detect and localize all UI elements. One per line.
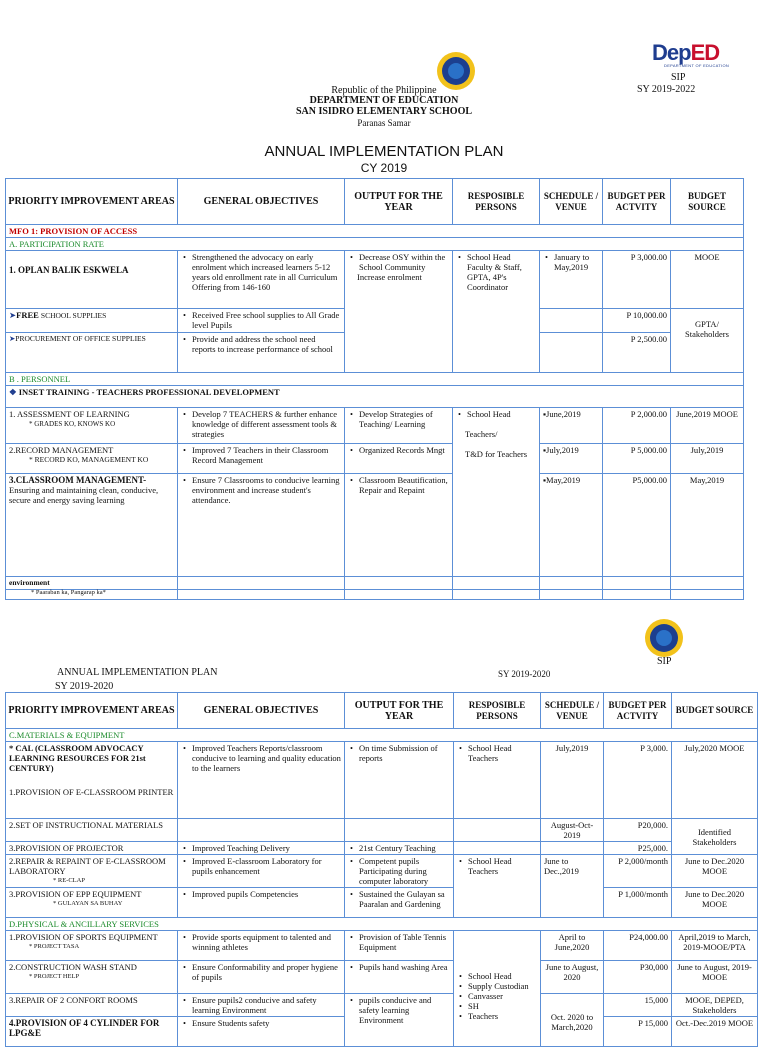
row-record-schedule: ▪July,2019 bbox=[540, 444, 603, 474]
row-record-sub: * RECORD KO, MANAGEMENT KO bbox=[29, 455, 149, 464]
row-cr-source: MOOE, DEPED, Stakeholders bbox=[672, 994, 758, 1017]
row-assess-area-text: 1. ASSESSMENT OF LEARNING bbox=[9, 409, 130, 419]
row-free-schedule bbox=[540, 309, 603, 333]
deped-logo-ed: ED bbox=[690, 40, 720, 65]
row-classroom-schedule: ▪May,2019 bbox=[540, 474, 603, 590]
row-cal-source: July,2020 MOOE bbox=[672, 742, 758, 819]
row-procure-budget: P 2,500.00 bbox=[603, 333, 671, 373]
row-wash-budget: P30,000 bbox=[604, 961, 672, 994]
row-classroom-output-text: • Classroom Beautification, Repair and Repaint bbox=[357, 475, 449, 495]
sip-label-page2: SIP bbox=[657, 656, 672, 667]
row-projector-objective bbox=[178, 842, 345, 855]
row-assess-person-3: T&D for Teachers bbox=[465, 449, 528, 459]
row-phys-persons bbox=[454, 931, 541, 1047]
row-wash-objective bbox=[178, 961, 345, 994]
row-sports-area-text: 1.PROVISION OF SPORTS EQUIPMENT bbox=[9, 932, 158, 942]
row-epp-objective bbox=[178, 888, 345, 918]
row-cal-area bbox=[6, 742, 178, 819]
row-record-objective bbox=[178, 444, 345, 474]
row-projector-persons bbox=[454, 842, 541, 855]
row-classroom-objective bbox=[178, 474, 345, 590]
row-classroom-area-title: 3.CLASSROOM MANAGEMENT- bbox=[9, 475, 147, 485]
row-procure-area-text: PROCUREMENT OF OFFICE SUPPLIES bbox=[15, 334, 146, 343]
row-oplan-objective bbox=[178, 251, 345, 309]
row-epp-budget: P 1,000/month bbox=[604, 888, 672, 918]
col-output-p2: OUTPUT FOR THE YEAR bbox=[345, 693, 454, 729]
row-phys-person-5: • Teachers bbox=[466, 1011, 537, 1021]
row-sports-objective-text: • Provide sports equipment to talented and winning athletes bbox=[190, 932, 341, 952]
row-wash-schedule: June to August, 2020 bbox=[541, 961, 604, 994]
row-cal-persons bbox=[454, 742, 541, 819]
school-year-right-page2: SY 2019-2020 bbox=[498, 669, 551, 679]
row-eclap-objective bbox=[178, 855, 345, 888]
col-source-p2: BUDGET SOURCE bbox=[672, 693, 758, 729]
row-cal-budget: P 3,000. bbox=[604, 742, 672, 819]
col-schedule: SCHEDULE / VENUE bbox=[540, 179, 603, 225]
row-im-persons bbox=[454, 819, 541, 842]
row-procure-objective bbox=[178, 333, 345, 373]
row-free-area-b: FREE bbox=[16, 310, 39, 320]
row-wash-sub: * PROJECT HELP bbox=[29, 973, 80, 980]
row-sports-source: April,2019 to March, 2019-MOOE/PTA bbox=[672, 931, 758, 961]
sip-label: SIP bbox=[671, 72, 686, 83]
row-assess-objective-text: • Develop 7 TEACHERS & further enhance knowledge of different assessment tools & strategies bbox=[190, 409, 341, 439]
overflow-cell-2 bbox=[178, 577, 345, 600]
row-phys-person-1: • School Head bbox=[466, 971, 537, 981]
overflow-cell-4 bbox=[453, 577, 540, 600]
section-d: D.PHYSICAL & ANCILLARY SERVICES bbox=[6, 918, 758, 931]
row-eclap-persons-text: • School Head Teachers bbox=[466, 856, 537, 876]
deped-logo-dep: Dep bbox=[652, 40, 691, 65]
row-assess-schedule: ▪June,2019 bbox=[540, 408, 603, 444]
row-procure-area bbox=[6, 333, 178, 373]
row-oplan-schedule bbox=[540, 251, 603, 309]
overflow-area-text: environment bbox=[9, 578, 50, 587]
row-classroom-source: May,2019 bbox=[671, 474, 744, 590]
row-cal-area-text: * CAL (CLASSROOM ADVOCACY LEARNING RESOURCES FOR 21st CENTURY) bbox=[9, 743, 146, 773]
col-priority-areas: PRIORITY IMPROVEMENT AREAS bbox=[6, 179, 178, 225]
row-eclap-output bbox=[345, 855, 454, 888]
plan-title-page2: ANNUAL IMPLEMENTATION PLAN bbox=[57, 667, 218, 678]
row-oplan-output bbox=[345, 251, 453, 373]
row-cr-output bbox=[345, 994, 454, 1047]
row-assess-output bbox=[345, 408, 453, 444]
overflow-cell-6 bbox=[603, 577, 671, 600]
row-oplan-budget: P 3,000.00 bbox=[603, 251, 671, 309]
row-cr-area: 3.REPAIR OF 2 CONFORT ROOMS bbox=[6, 994, 178, 1017]
row-record-budget: P 5,000.00 bbox=[603, 444, 671, 474]
overflow-cell-3 bbox=[345, 577, 453, 600]
row-sports-area bbox=[6, 931, 178, 961]
row-assess-source: June,2019 MOOE bbox=[671, 408, 744, 444]
row-classroom-objective-text: • Ensure 7 Classrooms to conducive learning environment and increase student's attendance. bbox=[190, 475, 341, 505]
aip-overflow-row bbox=[5, 576, 744, 600]
row-record-schedule-text: July,2019 bbox=[546, 445, 579, 455]
row-assess-person-1: • School Head bbox=[465, 409, 536, 419]
row-epp-objective-text: • Improved pupils Competencies bbox=[190, 889, 341, 899]
row-classroom-budget: P5,000.00 bbox=[603, 474, 671, 590]
row-sports-budget: P24,000.00 bbox=[604, 931, 672, 961]
row-cr-objective bbox=[178, 994, 345, 1017]
row-free-budget: P 10,000.00 bbox=[603, 309, 671, 333]
row-assess-objective bbox=[178, 408, 345, 444]
row-projector-output bbox=[345, 842, 454, 855]
row-oplan-output-1: • Decrease OSY within the School Community bbox=[357, 252, 449, 272]
row-sports-schedule: April to June,2020 bbox=[541, 931, 604, 961]
row-cal-output-text: • On time Submission of reports bbox=[357, 743, 450, 763]
row-assess-area bbox=[6, 408, 178, 444]
row-wash-output-text: • Pupils hand washing Area bbox=[357, 962, 450, 972]
school-name: SAN ISIDRO ELEMENTARY SCHOOL bbox=[295, 106, 473, 117]
plan-title: ANNUAL IMPLEMENTATION PLAN bbox=[264, 143, 504, 160]
plan-year: CY 2019 bbox=[360, 161, 408, 175]
row-classroom-output bbox=[345, 474, 453, 590]
row-sports-output-text: • Provision of Table Tennis Equipment bbox=[357, 932, 450, 952]
row-epp-sub: * GULAYAN SA BUHAY bbox=[53, 900, 123, 907]
col-output: OUTPUT FOR THE YEAR bbox=[345, 179, 453, 225]
row-record-area bbox=[6, 444, 178, 474]
col-budget-p2: BUDGET PER ACTVITY bbox=[604, 693, 672, 729]
row-record-output bbox=[345, 444, 453, 474]
row-lpg-budget: P 15,000 bbox=[604, 1017, 672, 1047]
row-oplan-source: MOOE bbox=[671, 251, 744, 309]
overflow-area bbox=[6, 577, 178, 600]
row-assess-person-2: Teachers/ bbox=[465, 429, 498, 439]
col-priority-areas-p2: PRIORITY IMPROVEMENT AREAS bbox=[6, 693, 178, 729]
row-free-objective bbox=[178, 309, 345, 333]
row-eclap-area-text: 2.REPAIR & REPAINT OF E-CLASSROOM LABORATORY bbox=[9, 856, 166, 876]
row-lpg-source: Oct.-Dec.2019 MOOE bbox=[672, 1017, 758, 1047]
row-procure-objective-text: • Provide and address the school need reports to increase performance of school bbox=[190, 334, 341, 354]
mfo-row bbox=[6, 225, 744, 238]
row-sports-objective bbox=[178, 931, 345, 961]
row-im-objective bbox=[178, 819, 345, 842]
row-assess-budget: P 2,000.00 bbox=[603, 408, 671, 444]
section-a: A. PARTICIPATION RATE bbox=[6, 238, 744, 251]
row-projector-budget: P25,000. bbox=[604, 842, 672, 855]
row-assess-persons bbox=[453, 408, 540, 590]
row-assess-schedule-text: June,2019 bbox=[546, 409, 581, 419]
inset-row: ❖ INSET TRAINING - TEACHERS PROFESSIONAL DEVELOPMENT bbox=[6, 386, 744, 408]
row-wash-area bbox=[6, 961, 178, 994]
row-assess-output-text: • Develop Strategies of Teaching/ Learning bbox=[357, 409, 449, 429]
row-free-area bbox=[6, 309, 178, 333]
row-eclap-schedule: June to Dec.,2019 bbox=[541, 855, 604, 918]
section-c: C.MATERIALS & EQUIPMENT bbox=[6, 729, 758, 742]
row-eclap-area bbox=[6, 855, 178, 888]
row-record-objective-text: • Improved 7 Teachers in their Classroom Record Management bbox=[190, 445, 341, 465]
row-free-source: GPTA/ Stakeholders bbox=[671, 309, 744, 373]
inset-label: INSET TRAINING - TEACHERS PROFESSIONAL DEVELOPMENT bbox=[18, 387, 280, 397]
row-lpg-area: 4.PROVISION OF 4 CYLINDER FOR LPG&E bbox=[6, 1017, 178, 1047]
row-sports-output bbox=[345, 931, 454, 961]
row-wash-source: June to August, 2019-MOOE bbox=[672, 961, 758, 994]
row-cal-objective-text: • Improved Teachers Reports/classroom conducive to learning and quality education to the learners bbox=[190, 743, 341, 773]
section-b: B . PERSONNEL bbox=[6, 373, 744, 386]
row-eclap-budget: P 2,000/month bbox=[604, 855, 672, 888]
row-im-area: 2.SET OF INSTRUCTIONAL MATERIALS bbox=[6, 819, 178, 842]
col-persons-p2: RESPOSIBLE PERSONS bbox=[454, 693, 541, 729]
row-phys-person-4: • SH bbox=[466, 1001, 537, 1011]
row-oplan-schedule-text: • January to May,2019 bbox=[552, 252, 599, 272]
row-eclap-persons bbox=[454, 855, 541, 918]
school-location: Paranas Samar bbox=[357, 118, 411, 128]
row-im-source: Identified Stakeholders bbox=[672, 819, 758, 855]
row-im-budget: P20,000. bbox=[604, 819, 672, 842]
row-lpg-objective-text: • Ensure Students safety bbox=[190, 1018, 341, 1028]
row-eclap-sub: * RE-CLAP bbox=[53, 877, 85, 884]
row-wash-area-text: 2.CONSTRUCTION WASH STAND bbox=[9, 962, 137, 972]
overflow-motto: * Paaraban ka, Pangarap ka* bbox=[31, 589, 106, 596]
col-budget: BUDGET PER ACTVITY bbox=[603, 179, 671, 225]
row-printer-area: 1.PROVISION OF E-CLASSROOM PRINTER bbox=[9, 787, 174, 797]
row-classroom-area bbox=[6, 474, 178, 590]
row-assess-sub: * GRADES KO, KNOWS KO bbox=[29, 420, 116, 428]
col-schedule-p2: SCHEDULE / VENUE bbox=[541, 693, 604, 729]
row-im-output bbox=[345, 819, 454, 842]
row-im-schedule: August-Oct-2019 bbox=[541, 819, 604, 842]
overflow-cell-5 bbox=[540, 577, 603, 600]
row-oplan-area: 1. OPLAN BALIK ESKWELA bbox=[6, 251, 178, 309]
row-cal-persons-text: • School Head Teachers bbox=[466, 743, 537, 763]
row-oplan-output-2: Increase enrolment bbox=[357, 272, 422, 282]
department-label: DEPARTMENT OF EDUCATION bbox=[309, 95, 459, 106]
row-cr-schedule: Oct. 2020 to March,2020 bbox=[541, 994, 604, 1047]
deped-seal-icon-page2 bbox=[645, 619, 683, 657]
row-classroom-schedule-text: May,2019 bbox=[546, 475, 581, 485]
row-epp-area-text: 3.PROVISION OF EPP EQUIPMENT bbox=[9, 889, 142, 899]
row-eclap-objective-text: • Improved E-classroom Laboratory for pupils enhancement bbox=[190, 856, 341, 876]
row-cr-output-text: • pupils conducive and safety learning Environment bbox=[357, 995, 450, 1025]
row-procure-schedule bbox=[540, 333, 603, 373]
row-cal-schedule: July,2019 bbox=[541, 742, 604, 819]
col-persons: RESPOSIBLE PERSONS bbox=[453, 179, 540, 225]
row-projector-area: 3.PROVISION OF PROJECTOR bbox=[6, 842, 178, 855]
row-oplan-objective-text: • Strengthened the advocacy on early enrolment which increased learners 5-12 years old enrollment rate in all Curriculum Offering from 146-160 bbox=[190, 252, 341, 292]
row-record-area-text: 2.RECORD MANAGEMENT bbox=[9, 445, 114, 455]
row-epp-source: June to Dec.2020 MOOE bbox=[672, 888, 758, 918]
row-epp-output-text: • Sustained the Gulayan sa Paaralan and Gardening bbox=[357, 889, 450, 909]
col-general-objectives-p2: GENERAL OBJECTIVES bbox=[178, 693, 345, 729]
row-wash-output bbox=[345, 961, 454, 994]
aip-table-page1 bbox=[5, 178, 744, 590]
col-source: BUDGET SOURCE bbox=[671, 179, 744, 225]
col-general-objectives: GENERAL OBJECTIVES bbox=[178, 179, 345, 225]
row-sports-sub: * PROJECT TASA bbox=[29, 943, 80, 950]
row-free-area-text: SCHOOL SUPPLIES bbox=[40, 311, 107, 320]
row-projector-schedule bbox=[541, 842, 604, 855]
school-year: SY 2019-2022 bbox=[637, 84, 696, 95]
republic-label: Republic of the Philippine bbox=[331, 85, 437, 96]
school-year-left-page2: SY 2019-2020 bbox=[55, 681, 114, 692]
row-cal-objective bbox=[178, 742, 345, 819]
row-eclap-source: June to Dec.2020 MOOE bbox=[672, 855, 758, 888]
row-cr-objective-text: • Ensure pupils2 conducive and safety learning Environment bbox=[190, 995, 341, 1015]
row-wash-objective-text: • Ensure Conformability and proper hygiene of pupils bbox=[190, 962, 341, 982]
row-eclap-output-text: • Competent pupils Participating during computer laboratory bbox=[357, 856, 450, 886]
row-cal-output bbox=[345, 742, 454, 819]
mfo-label: MFO 1: PROVISION OF ACCESS bbox=[9, 226, 138, 236]
aip-table-page2 bbox=[5, 692, 758, 1047]
deped-logo-subtitle: DEPARTMENT OF EDUCATION bbox=[664, 63, 730, 68]
row-lpg-objective bbox=[178, 1017, 345, 1047]
row-oplan-persons bbox=[453, 251, 540, 373]
row-classroom-area-text: Ensuring and maintaining clean, conducive, secure and energy saving learning bbox=[9, 485, 159, 505]
row-free-objective-text: • Received Free school supplies to All Grade level Pupils bbox=[190, 310, 341, 330]
row-projector-output-text: • 21st Century Teaching bbox=[357, 843, 450, 853]
row-record-source: July,2019 bbox=[671, 444, 744, 474]
row-oplan-persons-text: • School Head Faculty & Staff, GPTA, 4P's Coordinator bbox=[465, 252, 536, 292]
row-phys-person-3: • Canvasser bbox=[466, 991, 537, 1001]
row-cr-budget: 15,000 bbox=[604, 994, 672, 1017]
overflow-cell-7 bbox=[671, 577, 744, 600]
row-epp-output bbox=[345, 888, 454, 918]
row-projector-objective-text: • Improved Teaching Delivery bbox=[190, 843, 341, 853]
row-phys-person-2: • Supply Custodian bbox=[466, 981, 537, 991]
row-record-output-text: • Organized Records Mngt bbox=[357, 445, 449, 455]
row-epp-area bbox=[6, 888, 178, 918]
